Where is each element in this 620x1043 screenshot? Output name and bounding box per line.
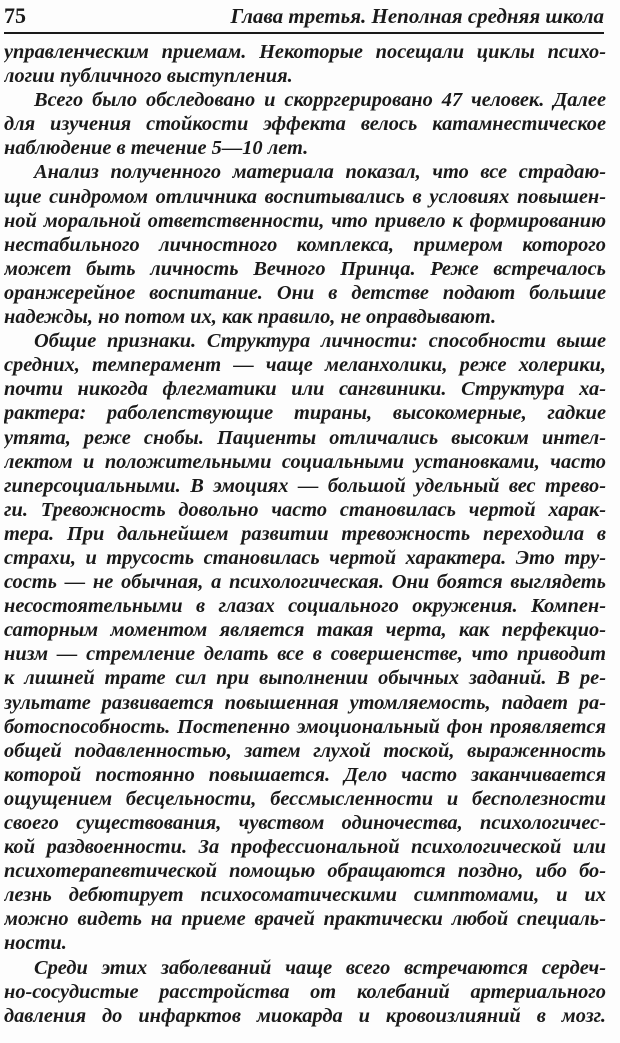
text-line: несостоятельными в глазах социального окружения. Компен- xyxy=(4,595,606,618)
text-line: Всего было обследовано и скорргерировано 47 человек. Далее xyxy=(34,89,606,112)
text-line: гиперсоциальными. В эмоциях — большой удельный вес трево- xyxy=(4,474,606,497)
text-line: низм — стремление делать все в совершенстве, что приводит xyxy=(4,643,606,666)
text-line: утята, реже снобы. Пациенты отличались высоким интел- xyxy=(4,426,606,449)
text-line: лезнь дебютирует психосоматическими симптомами, и их xyxy=(4,884,606,907)
text-line: общей подавленностью, затем глухой тоской, выраженность xyxy=(4,739,606,762)
text-line: щие синдромом отличника воспитывались в условиях повышен- xyxy=(4,185,606,208)
text-line: ощущением бесцельности, бессмысленности и бесполезности xyxy=(4,787,606,810)
text-line: лектом и положительными социальными установками, часто xyxy=(4,450,606,473)
text-line: логии публичного выступления. xyxy=(4,65,293,88)
text-line: саторным моментом является такая черта, как перфекцио- xyxy=(4,619,606,642)
page-number: 75 xyxy=(4,3,26,28)
text-line: Среди этих заболеваний чаще всего встречаются сердеч- xyxy=(34,956,606,979)
text-line: управленческим приемам. Некоторые посещали циклы психо- xyxy=(4,41,606,63)
running-head xyxy=(4,2,604,34)
text-line: почти никогда флегматики или сангвиники. Структура ха- xyxy=(4,378,606,401)
text-line: тера. При дальнейшем развитии тревожность переходила в xyxy=(4,522,606,545)
text-line: ности. xyxy=(4,932,67,955)
text-line: кой раздвоенности. За профессиональной психологической или xyxy=(4,836,606,859)
text-line: ботоспособность. Постепенно эмоциональный фон проявляется xyxy=(4,715,606,738)
text-line: психотерапевтической помощью обращаются поздно, ибо бо- xyxy=(4,860,606,883)
chapter-title: Глава третья. Неполная средняя школа xyxy=(230,4,604,28)
text-line: Анализ полученного материала показал, что все страдаю- xyxy=(34,161,606,184)
text-line: надежды, но потом их, как правило, не оправдывают. xyxy=(4,306,497,329)
body-text xyxy=(4,40,606,1028)
text-line: нестабильного личностного комплекса, примером которого xyxy=(4,233,606,256)
text-line: ги. Тревожность довольно часто становилась чертой харак- xyxy=(4,498,606,521)
text-line: своего существования, чувством одиночества, психологичес- xyxy=(4,812,606,834)
text-line: ной моральной ответственности, что привело к формированию xyxy=(4,209,606,232)
text-line: наблюдение в течение 5—10 лет. xyxy=(4,137,309,160)
text-line: но-сосудистые расстройства от колебаний артериального xyxy=(4,980,606,1003)
text-line: к лишней трате сил при выполнении обычных заданий. В ре- xyxy=(4,667,606,690)
text-line: которой постоянно повышается. Дело часто заканчивается xyxy=(4,763,606,786)
text-line: Общие признаки. Структура личности: способности выше xyxy=(34,330,606,353)
text-line: оранжерейное воспитание. Они в детстве подают большие xyxy=(4,281,606,304)
text-line: страхи, и трусость становилась чертой характера. Это тру- xyxy=(4,546,606,569)
text-line: зультате развивается повышенная утомляемость, падает ра- xyxy=(4,691,606,714)
text-line: средних, темперамент — чаще меланхолики, реже холерики, xyxy=(4,354,606,377)
text-line: можно видеть на приеме врачей практически любой специаль- xyxy=(4,908,606,931)
text-line: рактера: раболепствующие тираны, высокомерные, гадкие xyxy=(4,402,606,425)
text-line: сость — не обычная, а психологическая. Они боятся выглядеть xyxy=(4,571,606,594)
text-line: для изучения стойкости эффекта велось катамнестическое xyxy=(4,113,606,136)
text-line: может быть личность Вечного Принца. Реже встречалось xyxy=(4,257,606,280)
text-line: давления до инфарктов миокарда и кровоизлияний в мозг. xyxy=(4,1004,606,1027)
